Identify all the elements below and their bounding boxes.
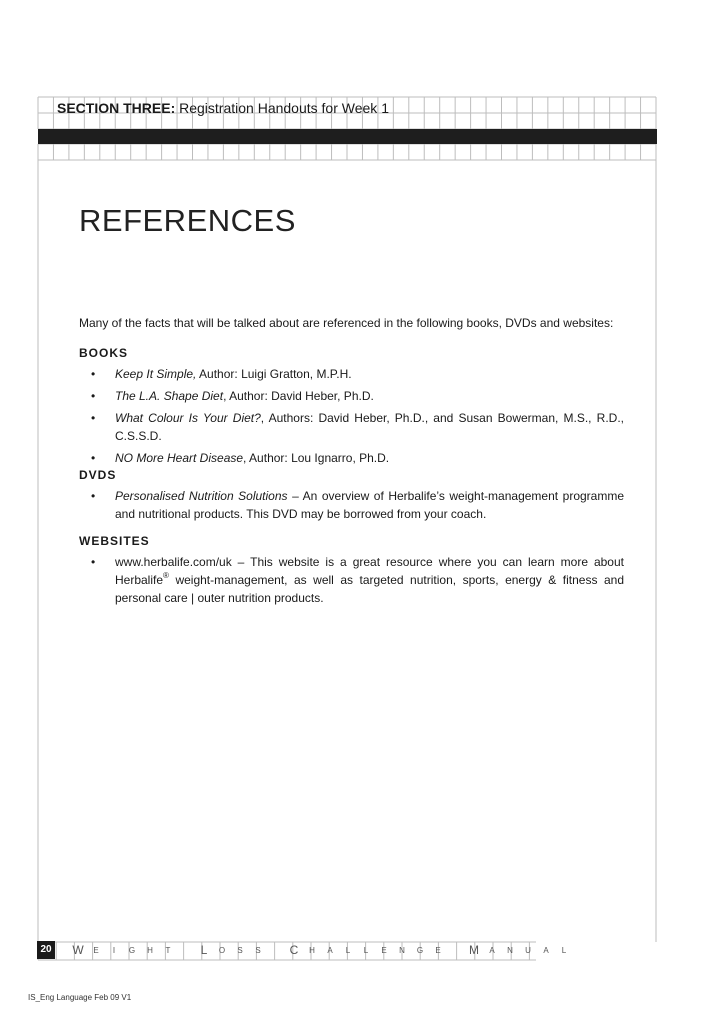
book-title: What Colour Is Your Diet?: [115, 411, 261, 425]
books-list: [79, 365, 624, 467]
black-band: [38, 129, 657, 144]
book-title: Keep It Simple,: [115, 367, 197, 381]
books-heading: BOOKS: [79, 346, 129, 360]
section-title: [57, 99, 389, 117]
dvd-detail: – An overview of Herbalife’s weight-management programme and nutritional products. This DVD may be borrowed from your coach.: [115, 489, 624, 521]
list-item: [79, 409, 624, 445]
bullet-icon: •: [91, 411, 96, 425]
dvds-heading: DVDS: [79, 468, 117, 482]
bullet-icon: •: [91, 555, 96, 569]
dvds-section: [79, 467, 624, 527]
book-detail: , Authors: David Heber, Ph.D., and Susan Bowerman, M.S., R.D., C.S.S.D.: [115, 411, 624, 443]
book-title: The L.A. Shape Diet: [115, 389, 224, 403]
book-title: NO More Heart Disease: [115, 451, 244, 465]
list-item: [79, 553, 624, 607]
websites-heading: WEBSITES: [79, 534, 150, 548]
dvd-title: Personalised Nutrition Solutions: [115, 489, 288, 503]
page-title: REFERENCES: [79, 203, 296, 238]
websites-section: [79, 533, 624, 611]
list-item: [79, 387, 624, 405]
website-text-continued: weight-management, as well as targeted nutrition, sports, energy & fitness and personal care | outer nutrition products.: [115, 573, 624, 605]
registered-mark: ®: [163, 571, 169, 580]
book-detail: , Author: Lou Ignarro, Ph.D.: [243, 451, 390, 465]
list-item: [79, 487, 624, 523]
section-label: SECTION THREE:: [57, 100, 176, 116]
bullet-icon: •: [91, 489, 96, 503]
dvds-list: [79, 487, 624, 523]
bullet-icon: •: [91, 389, 96, 403]
websites-list: [79, 553, 624, 607]
website-text: www.herbalife.com/uk – This website is a great resource where you can learn more about Herbalife: [115, 555, 624, 587]
page-number: 20: [37, 941, 55, 959]
list-item: [79, 365, 624, 383]
intro-paragraph: Many of the facts that will be talked about are referenced in the following books, DVDs and websites:: [79, 316, 614, 330]
book-detail: Author: Luigi Gratton, M.P.H.: [196, 367, 352, 381]
books-section: [79, 345, 624, 471]
print-code: IS_Eng Language Feb 09 V1: [28, 993, 132, 1002]
book-detail: , Author: David Heber, Ph.D.: [223, 389, 374, 403]
section-name: Registration Handouts for Week 1: [179, 100, 389, 116]
list-item: [79, 449, 624, 467]
bullet-icon: •: [91, 451, 96, 465]
bullet-icon: •: [91, 367, 96, 381]
manual-title: W E I G H T L O S S C H A L L E N G E M A N U A L: [72, 943, 567, 957]
footer: [37, 941, 657, 959]
